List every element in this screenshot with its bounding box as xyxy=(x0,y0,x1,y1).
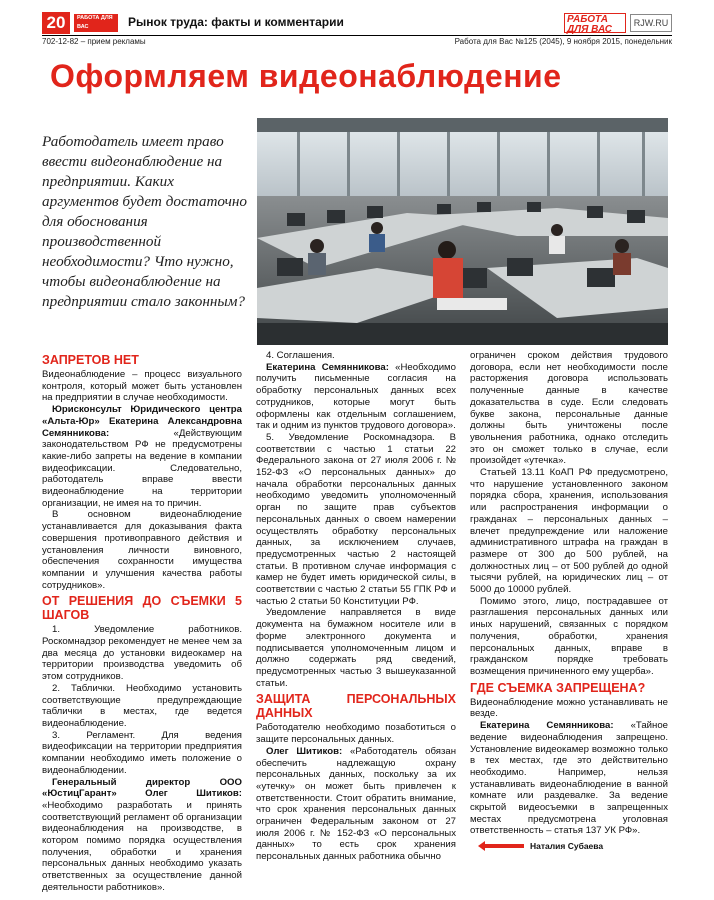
paragraph: В основном видеонаблюдение устанавливается для доказывания факта совершения противоправного действия и установления личности виновного, обеспечения сохранности имущества компании и улучшения качества работы сотрудников». xyxy=(42,509,242,591)
paragraph: Помимо этого, лицо, пострадавшее от разглашения персональных данных или иных нарушений, связанных с порядком получения, обработки, хранения персональных данных, вправе в гражданском порядке требовать возмещения причиненного ему ущерба». xyxy=(470,595,668,677)
paragraph: 3. Регламент. Для ведения видеофиксации на территории предприятия компании необходимо иметь положение о видеонаблюдении. xyxy=(42,729,242,776)
paragraph: Работодателю необходимо позаботиться о защите персональных данных. xyxy=(256,722,456,746)
paragraph: ограничен сроком действия трудового договора, если нет необходимости после расторжения договора использовать полученные данные в качестве доказательства в суде. Если следовать букве закона, персональные данные должны быть уничтожены после увольнения работника, однако отследить это он сможет только в случае, если произойдет «утечка». xyxy=(470,350,668,467)
article-title: Оформляем видеонаблюдение xyxy=(50,58,562,94)
author-name: Наталия Субаева xyxy=(530,841,604,852)
paragraph: Видеонаблюдение можно устанавливать не везде. xyxy=(470,696,668,720)
speaker-name: Генеральный директор ООО «ЮстицГарант» Олег Шитиков: xyxy=(42,776,242,800)
subheading-where-forbidden: ГДЕ СЪЕМКА ЗАПРЕЩЕНА? xyxy=(470,680,646,695)
ad-phone: 702-12-82 – прием рекламы xyxy=(42,37,146,46)
header-rule xyxy=(42,35,672,36)
quote-text: «Тайное ведение видеонаблюдения запрещено. Установление видеокамер возможно только в тех местах, где это действительно необходимо. Например, нельзя устанавливать видеонаблюдение в ванной комнате или раздевалке. За ведение скрытой видеосъемки в запрещенных местах предусмотрена уголовная ответственность – статья 137 УК РФ». xyxy=(470,720,669,837)
column-1 xyxy=(42,350,242,894)
paragraph: 1. Уведомление работников. Роскомнадзор рекомендует не менее чем за два месяца до установки видеокамер на территории производства уведомить об этом сотрудников. xyxy=(42,624,242,683)
author-signature xyxy=(470,841,668,853)
paragraph: Видеонаблюдение – процесс визуального контроля, который может быть установлен на предприятии в случае необходимости. xyxy=(42,369,242,404)
quote-text: «Необходимо разработать и принять соответствующий регламент об организации видеонаблюдения на производстве, в котором помимо порядка осуществления получения, обработки и хранения персональных данных необходимо указать ответственных за осуществление данной деятельности работников». xyxy=(42,799,242,893)
speaker-name: Екатерина Семянникова: xyxy=(266,361,389,373)
quote-text: «Действующим законодательством РФ не предусмотрены какие-либо запреты на ведение в компании видеофиксации. Следовательно, работодатель вправе ввести видеонаблюдение на территории организации, не имея на то причин. xyxy=(42,427,242,509)
article-lead: Работодатель имеет право ввести видеонаблюдение на предприятии. Каких аргументов будет достаточно для обоснования производственной необходимости? Что нужно, чтобы видеонаблюдение на предприятии стало законным? xyxy=(42,133,248,310)
subheading-data-protection: ЗАЩИТА ПЕРСОНАЛЬНЫХ ДАННЫХ xyxy=(256,692,456,721)
paragraph: 2. Таблички. Необходимо установить соответствующие предупреждающие таблички в местах, где ведется видеонаблюдение. xyxy=(42,682,242,729)
site-link[interactable]: RJW.RU xyxy=(630,14,672,32)
paragraph: Уведомление направляется в виде документа на бумажном носителе или в форме электронного документа и подписывается уполномоченным лицом и должно содержать ряд сведений, предусмотренных частью 3 вышеуказанной статьи. xyxy=(256,607,456,689)
speaker-name: Екатерина Семянникова: xyxy=(480,720,614,732)
subheading-no-bans: ЗАПРЕТОВ НЕТ xyxy=(42,353,139,367)
quote-text: «Необходимо получить письменные согласия на обработку персональных данных всех сотрудников, которые могут быть оформлены как отдельным соглашением, так и одним из пунктов трудового договора». xyxy=(256,361,456,432)
office-photo xyxy=(257,118,668,345)
speaker-name: Олег Шитиков: xyxy=(266,745,343,757)
quote-text: «Работодатель обязан обеспечить надлежащую охрану персональных данных, поскольку за их «утечку» он может быть привлечен к ответственности. Стоит обратить внимание, что срок хранения персональных данных ограничен Федеральным законом от 27 июля 2006 г. № 152-ФЗ «О персональных данных» то есть срок хранения персональных данных работника обычно xyxy=(256,745,456,863)
paragraph: Статьей 13.11 КоАП РФ предусмотрено, что нарушение установленного законом порядка сбора, хранения, использования или распространения информации о гражданах – персональных данных – влечет предупреждение или наложение административного штрафа на граждан в размере от 300 до 500 рублей, на должностных лиц – от 500 рублей до одной тысячи рублей, на юридических лиц – от 5000 до 10000 рублей. xyxy=(470,467,668,596)
issue-info: Работа для Вас №125 (2045), 9 ноября 2015, понедельник xyxy=(454,37,672,46)
column-3 xyxy=(470,350,668,853)
paragraph: 5. Уведомление Роскомнадзора. В соответствии с частью 1 статьи 22 Федерального закона от 27 июля 2006 г. № 152-ФЗ «О персональных данных» до начала обработки персональных данных необходимо уведомить уполномоченный орган по защите прав субъектов персональных данных о своем намерении осуществлять обработку персональных данных, за исключением случаев, предусмотренных частью 2 настоящей статьи. В противном случае информация с камер не будет иметь юридической силы, в соответствии с частью 2 статьи 55 ГПК РФ и частью 2 статьи 50 Конституции РФ. xyxy=(256,431,456,607)
paragraph: 4. Соглашения. xyxy=(266,350,335,361)
speaker-name: Юрисконсульт Юридического центра «Альта-Юр» Екатерина Александровна Семянникова: xyxy=(42,404,242,439)
section-title: Рынок труда: факты и комментарии xyxy=(128,15,344,29)
column-2 xyxy=(256,350,456,863)
arrow-icon xyxy=(484,844,524,848)
page-number: 20 xyxy=(42,12,70,34)
brand-mark: РАБОТА ДЛЯ ВАС xyxy=(74,14,118,32)
publication-logo[interactable]: РАБОТА ДЛЯ ВАС xyxy=(564,13,626,33)
subheading-five-steps: ОТ РЕШЕНИЯ ДО СЪЕМКИ 5 ШАГОВ xyxy=(42,594,242,623)
